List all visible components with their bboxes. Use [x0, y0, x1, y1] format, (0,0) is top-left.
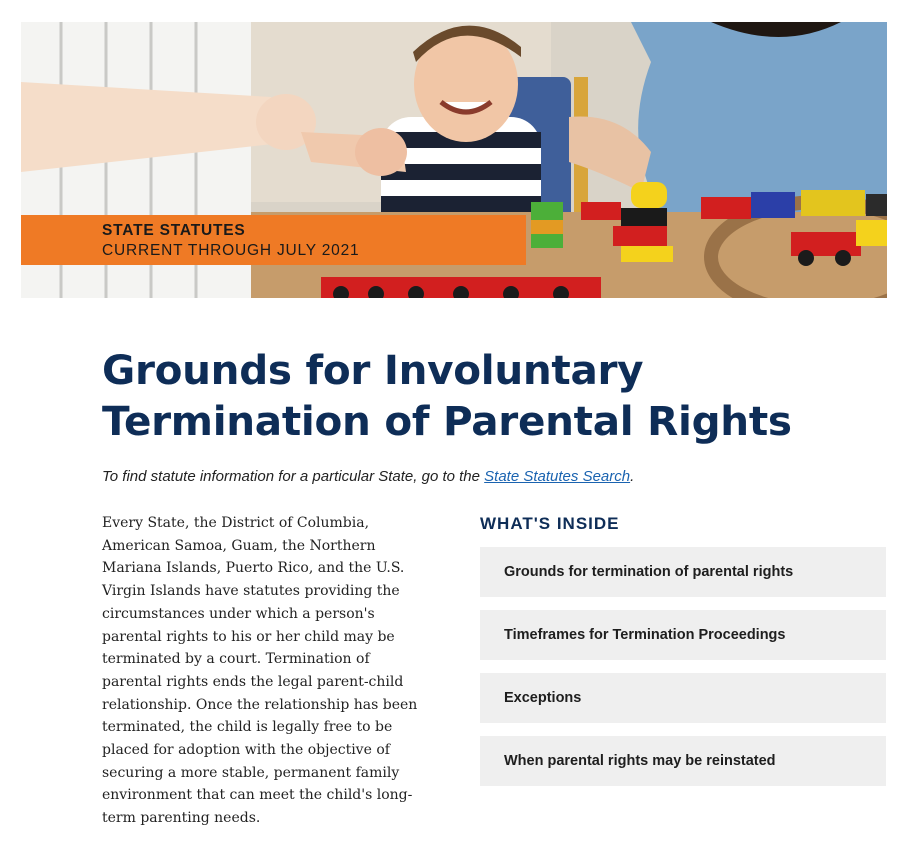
banner-kicker: STATE STATUTES — [102, 222, 246, 239]
page-title: Grounds for Involuntary Termination of Parental Rights — [102, 346, 792, 445]
whats-inside-list — [480, 547, 886, 799]
intro-line — [102, 468, 802, 485]
state-statutes-search-link[interactable]: State Statutes Search — [484, 468, 631, 485]
inside-item-exceptions[interactable]: Exceptions — [480, 673, 886, 723]
intro-trail: . — [630, 468, 635, 485]
intro-lead: To find statute information for a particular State, go to the — [102, 468, 485, 485]
body-paragraph: Every State, the District of Columbia, American Samoa, Guam, the Northern Mariana Islands, Puerto Rico, and the U.S. Virgin Islands have statutes providing the circumstances under which a person's parental rights to his or her child may be terminated by a court. Termination of parental rights ends the legal parent-child relationship. Once the relationship has been terminated, the child is legally free to be placed for adoption with the objective of securing a more stable, permanent family environment that can meet the child's long-term parenting needs. — [102, 515, 418, 827]
inside-item-grounds[interactable]: Grounds for termination of parental rights — [480, 547, 886, 597]
statutes-banner — [21, 215, 526, 265]
hero-photo — [21, 22, 887, 298]
inside-item-timeframes[interactable]: Timeframes for Termination Proceedings — [480, 610, 886, 660]
whats-inside-heading: WHAT'S INSIDE — [480, 514, 620, 533]
banner-date: CURRENT THROUGH JULY 2021 — [102, 242, 360, 259]
inside-item-reinstated[interactable]: When parental rights may be reinstated — [480, 736, 886, 786]
